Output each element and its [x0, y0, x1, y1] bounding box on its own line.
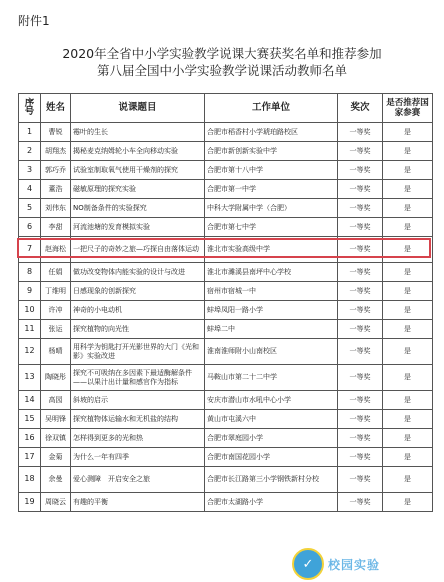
table-row	[19, 365, 433, 391]
cell-unit: 中科大学附属中学（合肥）	[205, 199, 338, 218]
cell-unit: 黄山市屯溪六中	[205, 410, 338, 429]
cell-topic: 日感现象的创新探究	[71, 282, 205, 301]
cell-name: 曹锐	[41, 123, 71, 142]
cell-award: 一等奖	[338, 199, 383, 218]
cell-num: 18	[19, 467, 41, 493]
table-row	[19, 429, 433, 448]
cell-topic: 试验室制取氧气使用干燥剂的探究	[71, 161, 205, 180]
table-row	[19, 263, 433, 282]
watermark-text: 校园实验	[328, 557, 381, 572]
cell-topic: 做功改变物体内能实验的设计与改进	[71, 263, 205, 282]
cell-name: 吴明锋	[41, 410, 71, 429]
cell-rec: 是	[383, 365, 433, 391]
cell-rec: 是	[383, 429, 433, 448]
cell-rec: 是	[383, 320, 433, 339]
cell-unit: 合肥市第一中学	[205, 180, 338, 199]
cell-award: 一等奖	[338, 429, 383, 448]
table-row	[19, 282, 433, 301]
cell-award: 一等奖	[338, 320, 383, 339]
cell-award: 一等奖	[338, 448, 383, 467]
cell-name: 徐双镇	[41, 429, 71, 448]
cell-num: 14	[19, 391, 41, 410]
cell-unit: 安庆市潜山市水吼中心小学	[205, 391, 338, 410]
cell-unit: 蚌埠凤阳一路小学	[205, 301, 338, 320]
cell-rec: 是	[383, 339, 433, 365]
cell-award: 一等奖	[338, 161, 383, 180]
table-row	[19, 391, 433, 410]
table-row	[19, 199, 433, 218]
cell-num: 1	[19, 123, 41, 142]
cell-topic: NO制备条件的实验探究	[71, 199, 205, 218]
cell-rec: 是	[383, 467, 433, 493]
cell-topic: 探究植物体运输水和无机盐的结构	[71, 410, 205, 429]
cell-award: 一等奖	[338, 180, 383, 199]
cell-num: 5	[19, 199, 41, 218]
cell-award: 一等奖	[338, 339, 383, 365]
cell-topic: 磁敏原理的探究实验	[71, 180, 205, 199]
cell-name: 赵海松	[41, 237, 71, 263]
cell-award: 一等奖	[338, 301, 383, 320]
cell-num: 7	[19, 237, 41, 263]
cell-num: 11	[19, 320, 41, 339]
table-row	[19, 467, 433, 493]
table-row	[19, 180, 433, 199]
header-topic: 说课题目	[71, 94, 205, 123]
cell-rec: 是	[383, 237, 433, 263]
cell-name: 李甜	[41, 218, 71, 237]
cell-unit: 马鞍山市第二十二中学	[205, 365, 338, 391]
cell-rec: 是	[383, 123, 433, 142]
award-table	[18, 93, 433, 512]
cell-name: 任娟	[41, 263, 71, 282]
cell-name: 杨晴	[41, 339, 71, 365]
cell-num: 13	[19, 365, 41, 391]
table-row	[19, 237, 433, 263]
header-award: 奖次	[338, 94, 383, 123]
cell-name: 余曼	[41, 467, 71, 493]
page-title-line1: 2020年全省中小学实验教学说课大赛获奖名单和推荐参加	[62, 46, 382, 61]
cell-unit: 合肥市稻香村小学琥珀路校区	[205, 123, 338, 142]
cell-rec: 是	[383, 301, 433, 320]
cell-name: 许冲	[41, 301, 71, 320]
cell-rec: 是	[383, 199, 433, 218]
cell-rec: 是	[383, 263, 433, 282]
cell-unit: 合肥市太湖路小学	[205, 493, 338, 512]
cell-name: 刘伟东	[41, 199, 71, 218]
table-header-row	[19, 94, 433, 123]
cell-num: 19	[19, 493, 41, 512]
cell-num: 6	[19, 218, 41, 237]
cell-num: 12	[19, 339, 41, 365]
cell-num: 16	[19, 429, 41, 448]
cell-award: 一等奖	[338, 467, 383, 493]
cell-award: 一等奖	[338, 282, 383, 301]
cell-unit: 合肥市长江路第三小学钢铁新村分校	[205, 467, 338, 493]
cell-rec: 是	[383, 161, 433, 180]
cell-unit: 宿州市宿城一中	[205, 282, 338, 301]
cell-rec: 是	[383, 282, 433, 301]
cell-num: 17	[19, 448, 41, 467]
table-row	[19, 161, 433, 180]
cell-topic: 探究不可吸纳在多因素下最适酶解条件——以果汁出计量和感官作为指标	[71, 365, 205, 391]
cell-unit: 合肥市翠庭园小学	[205, 429, 338, 448]
cell-unit: 合肥市第七中学	[205, 218, 338, 237]
header-recommend: 是否推荐国家参赛	[383, 94, 433, 123]
cell-name: 郭巧乔	[41, 161, 71, 180]
cell-topic: 一把尺子的奇妙之旅—巧探自由落体运动	[71, 237, 205, 263]
cell-topic: 用科学为钥匙打开光影世界的大门《光和影》实验改进	[71, 339, 205, 365]
table-row	[19, 123, 433, 142]
cell-topic: 爱心测障 开启安全之旅	[71, 467, 205, 493]
cell-unit: 蚌埠二中	[205, 320, 338, 339]
cell-unit: 合肥市第十八中学	[205, 161, 338, 180]
watermark-logo-icon: ✓	[292, 548, 324, 580]
cell-award: 一等奖	[338, 237, 383, 263]
cell-unit: 淮北市实验高级中学	[205, 237, 338, 263]
cell-topic: 有趣的平衡	[71, 493, 205, 512]
cell-name: 丁维明	[41, 282, 71, 301]
cell-topic: 霉叶的生长	[71, 123, 205, 142]
cell-award: 一等奖	[338, 365, 383, 391]
cell-award: 一等奖	[338, 493, 383, 512]
cell-num: 4	[19, 180, 41, 199]
annex-label: 附件1	[18, 14, 50, 28]
cell-num: 3	[19, 161, 41, 180]
cell-topic: 为什么一年有四季	[71, 448, 205, 467]
table-row	[19, 218, 433, 237]
cell-unit: 淮南淮师附小山南校区	[205, 339, 338, 365]
cell-unit: 淮北市濉溪县南坪中心学校	[205, 263, 338, 282]
cell-topic: 斜坡的启示	[71, 391, 205, 410]
watermark	[292, 548, 380, 580]
cell-rec: 是	[383, 410, 433, 429]
header-num: 序号	[19, 94, 41, 123]
cell-unit: 合肥市南国花园小学	[205, 448, 338, 467]
cell-rec: 是	[383, 180, 433, 199]
table-row	[19, 301, 433, 320]
table-row	[19, 448, 433, 467]
cell-rec: 是	[383, 391, 433, 410]
cell-award: 一等奖	[338, 218, 383, 237]
cell-topic: 揭秘麦克纳姆轮小车全向移动实验	[71, 142, 205, 161]
header-unit: 工作单位	[205, 94, 338, 123]
page-title-line2: 第八届全国中小学实验教学说课活动教师名单	[96, 63, 347, 78]
cell-name: 陶晓彤	[41, 365, 71, 391]
table-row	[19, 142, 433, 161]
cell-name: 周晓云	[41, 493, 71, 512]
cell-award: 一等奖	[338, 391, 383, 410]
cell-num: 9	[19, 282, 41, 301]
cell-unit: 合肥市新创新实验中学	[205, 142, 338, 161]
cell-award: 一等奖	[338, 410, 383, 429]
cell-rec: 是	[383, 448, 433, 467]
cell-rec: 是	[383, 493, 433, 512]
table-row	[19, 410, 433, 429]
cell-num: 2	[19, 142, 41, 161]
cell-rec: 是	[383, 218, 433, 237]
cell-topic: 河流池塘的发育模拟实验	[71, 218, 205, 237]
cell-award: 一等奖	[338, 123, 383, 142]
table-row	[19, 339, 433, 365]
cell-award: 一等奖	[338, 263, 383, 282]
cell-num: 10	[19, 301, 41, 320]
header-name: 姓名	[41, 94, 71, 123]
cell-topic: 探究植物的向光性	[71, 320, 205, 339]
cell-num: 8	[19, 263, 41, 282]
cell-award: 一等奖	[338, 142, 383, 161]
cell-num: 15	[19, 410, 41, 429]
table-row	[19, 320, 433, 339]
cell-name: 胡翔杰	[41, 142, 71, 161]
cell-topic: 神奇的小电动机	[71, 301, 205, 320]
cell-name: 金菊	[41, 448, 71, 467]
table-row	[19, 493, 433, 512]
cell-topic: 怎样得到更多的光和热	[71, 429, 205, 448]
cell-name: 张运	[41, 320, 71, 339]
cell-name: 高园	[41, 391, 71, 410]
cell-rec: 是	[383, 142, 433, 161]
cell-name: 董浩	[41, 180, 71, 199]
